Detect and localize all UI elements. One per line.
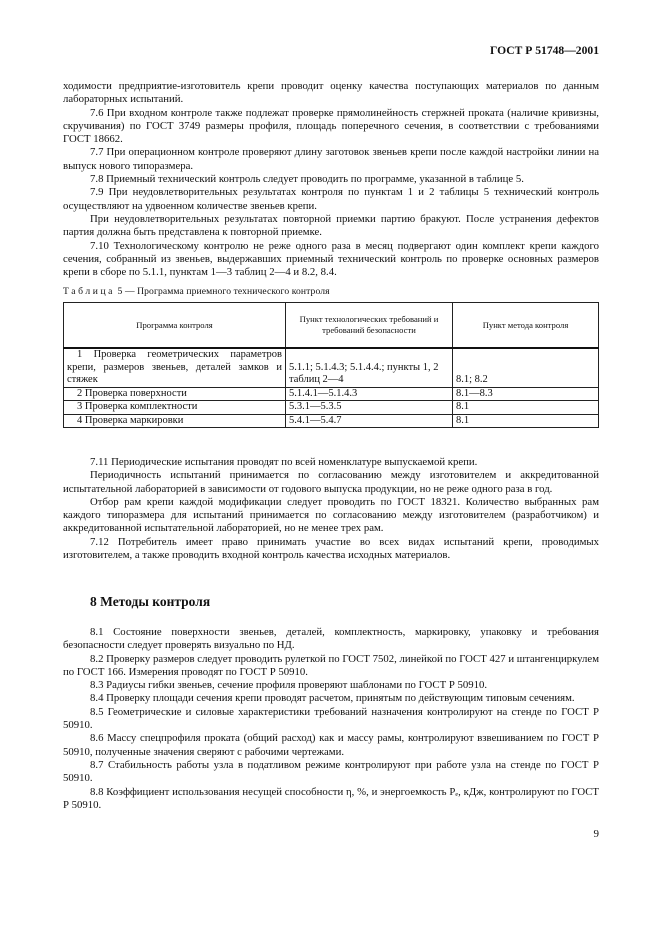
paragraph: При неудовлетворительных результатах повторной приемки партию бракуют. После устранения дефектов партия должна быть представлена к повторной приемке.	[63, 212, 599, 239]
table-caption-word: Таблица	[63, 286, 116, 297]
paragraph-7-11: 7.11 Периодические испытания проводят по всей номенклатуре выпускаемой крепи.	[90, 456, 478, 468]
control-program-table	[63, 302, 599, 428]
paragraph-8-1: 8.1 Состояние поверхности звеньев, деталей, комплектность, маркировку, упаковку и требования безопасности следует проверять визуально по НД.	[63, 626, 599, 652]
section-heading: 8 Методы контроля	[90, 594, 211, 609]
paragraph-7-9: 7.9 При неудовлетворительных результатах контроля по пунктам 1 и 2 таблицы 5 технический контроль осуществляют на удвоенном количестве звеньев крепи.	[63, 186, 599, 212]
table-cell: 2 Проверка поверхности	[64, 387, 286, 401]
table-row	[64, 414, 599, 428]
table-cell: 3 Проверка комплектности	[64, 401, 286, 415]
table-cell: 5.1.1; 5.1.4.3; 5.1.4.4.; пункты 1, 2 таблиц 2—4	[286, 348, 453, 387]
text-block-8	[63, 626, 599, 812]
table-cell: 1 Проверка геометрических параметров крепи, размеров звеньев, деталей замков и стяжек	[64, 348, 286, 387]
table-cell: 5.1.4.1—5.1.4.3	[286, 387, 453, 401]
table-header-cell: Пункт технологических требований и требований безопасности	[286, 303, 453, 349]
table-cell: 8.1—8.3	[453, 387, 599, 401]
table-header-row	[64, 303, 599, 349]
table-caption	[63, 286, 330, 297]
table-row	[64, 387, 599, 401]
table-cell: 5.4.1—5.4.7	[286, 414, 453, 428]
table-cell: 8.1	[453, 414, 599, 428]
paragraph-8-4: 8.4 Проверку площади сечения крепи проводят расчетом, принятым по действующим типовым сечениям.	[90, 692, 575, 705]
paragraph-7-12: 7.12 Потребитель имеет право принимать участие во всех видах испытаний крепи, проводимых изготовителем, а также проводить входной контроль качества исходных материалов.	[63, 535, 599, 562]
page-number: 9	[593, 828, 599, 840]
paragraph-7-8: 7.8 Приемный технический контроль следует проводить по программе, указанной в таблице 5.	[90, 173, 524, 186]
text-block-7-11	[63, 456, 599, 562]
table-cell: 8.1; 8.2	[453, 348, 599, 387]
table-caption-text: 5 — Программа приемного технического контроля	[117, 286, 330, 297]
paragraph-7-10: 7.10 Технологическому контролю не реже одного раза в месяц подвергают один комплект крепи каждого сечения, собранный из звеньев, выдержавших приемный технический контроль по проверке основных размеров крепи в сборе по 5.1.1, пунктам 1—3 таблиц 2—4 и 8.2, 8.4.	[63, 239, 599, 279]
paragraph: Периодичность испытаний принимается по согласованию между изготовителем и аккредитованной испытательной лабораторией в зависимости от годового выпуска продукции, но не реже одного раза в год.	[63, 469, 599, 495]
paragraph-8-6: 8.6 Массу спецпрофиля проката (общий расход) как и массу рамы, контролируют взвешиванием по ГОСТ Р 50910, полученные значения сверяют с рабочими чертежами.	[63, 732, 599, 758]
table-row	[64, 348, 599, 387]
paragraph-7-7: 7.7 При операционном контроле проверяют длину заготовок звеньев крепи после каждой настройки линии на выпуск нового типоразмера.	[63, 146, 599, 172]
paragraph-8-7: 8.7 Стабильность работы узла в податливом режиме контролируют при работе узла на стенде по ГОСТ Р 50910.	[63, 758, 599, 785]
paragraph-7-6: 7.6 При входном контроле также подлежат проверке прямолинейность стержней проката (наличие кривизны, скручивания) по ГОСТ 3749 размеры профиля, площадь поперечного сечения, в соответствии с требованиями ГОСТ 18662.	[63, 106, 599, 146]
table-cell: 8.1	[453, 401, 599, 415]
table-row	[64, 401, 599, 415]
table-cell: 4 Проверка маркировки	[64, 414, 286, 428]
table-header-cell: Пункт метода контроля	[453, 303, 599, 349]
standard-header: ГОСТ Р 51748—2001	[490, 44, 599, 57]
table-cell: 5.3.1—5.3.5	[286, 401, 453, 415]
paragraph: ходимости предприятие-изготовитель крепи проводит оценку качества поступающих материалов по данным лабораторных испытаний.	[63, 80, 599, 106]
table-header-cell: Программа контроля	[64, 303, 286, 349]
paragraph-8-3: 8.3 Радиусы гибки звеньев, сечение профиля проверяют шаблонами по ГОСТ Р 50910.	[90, 679, 488, 692]
paragraph-8-2: 8.2 Проверку размеров следует проводить рулеткой по ГОСТ 7502, линейкой по ГОСТ 427 и штангенциркулем по ГОСТ 166. Измерения проводят по ГОСТ Р 50910.	[63, 652, 599, 678]
text-block-7	[63, 80, 599, 279]
paragraph-8-5: 8.5 Геометрические и силовые характеристики требований назначения контролируют на стенде по ГОСТ Р 50910.	[63, 705, 599, 732]
paragraph: Отбор рам крепи каждой модификации следует проводить по ГОСТ 18321. Количество выбранных рам каждого типоразмера для испытаний принимается по согласованию между изготовителем (разработчиком) и аккредитованной испытательной лабораторией, но не менее трех рам.	[63, 495, 599, 535]
paragraph-8-8: 8.8 Коэффициент использования несущей способности η, %, и энергоемкость Pₑ, кДж, контролируют по ГОСТ Р 50910.	[63, 785, 599, 811]
